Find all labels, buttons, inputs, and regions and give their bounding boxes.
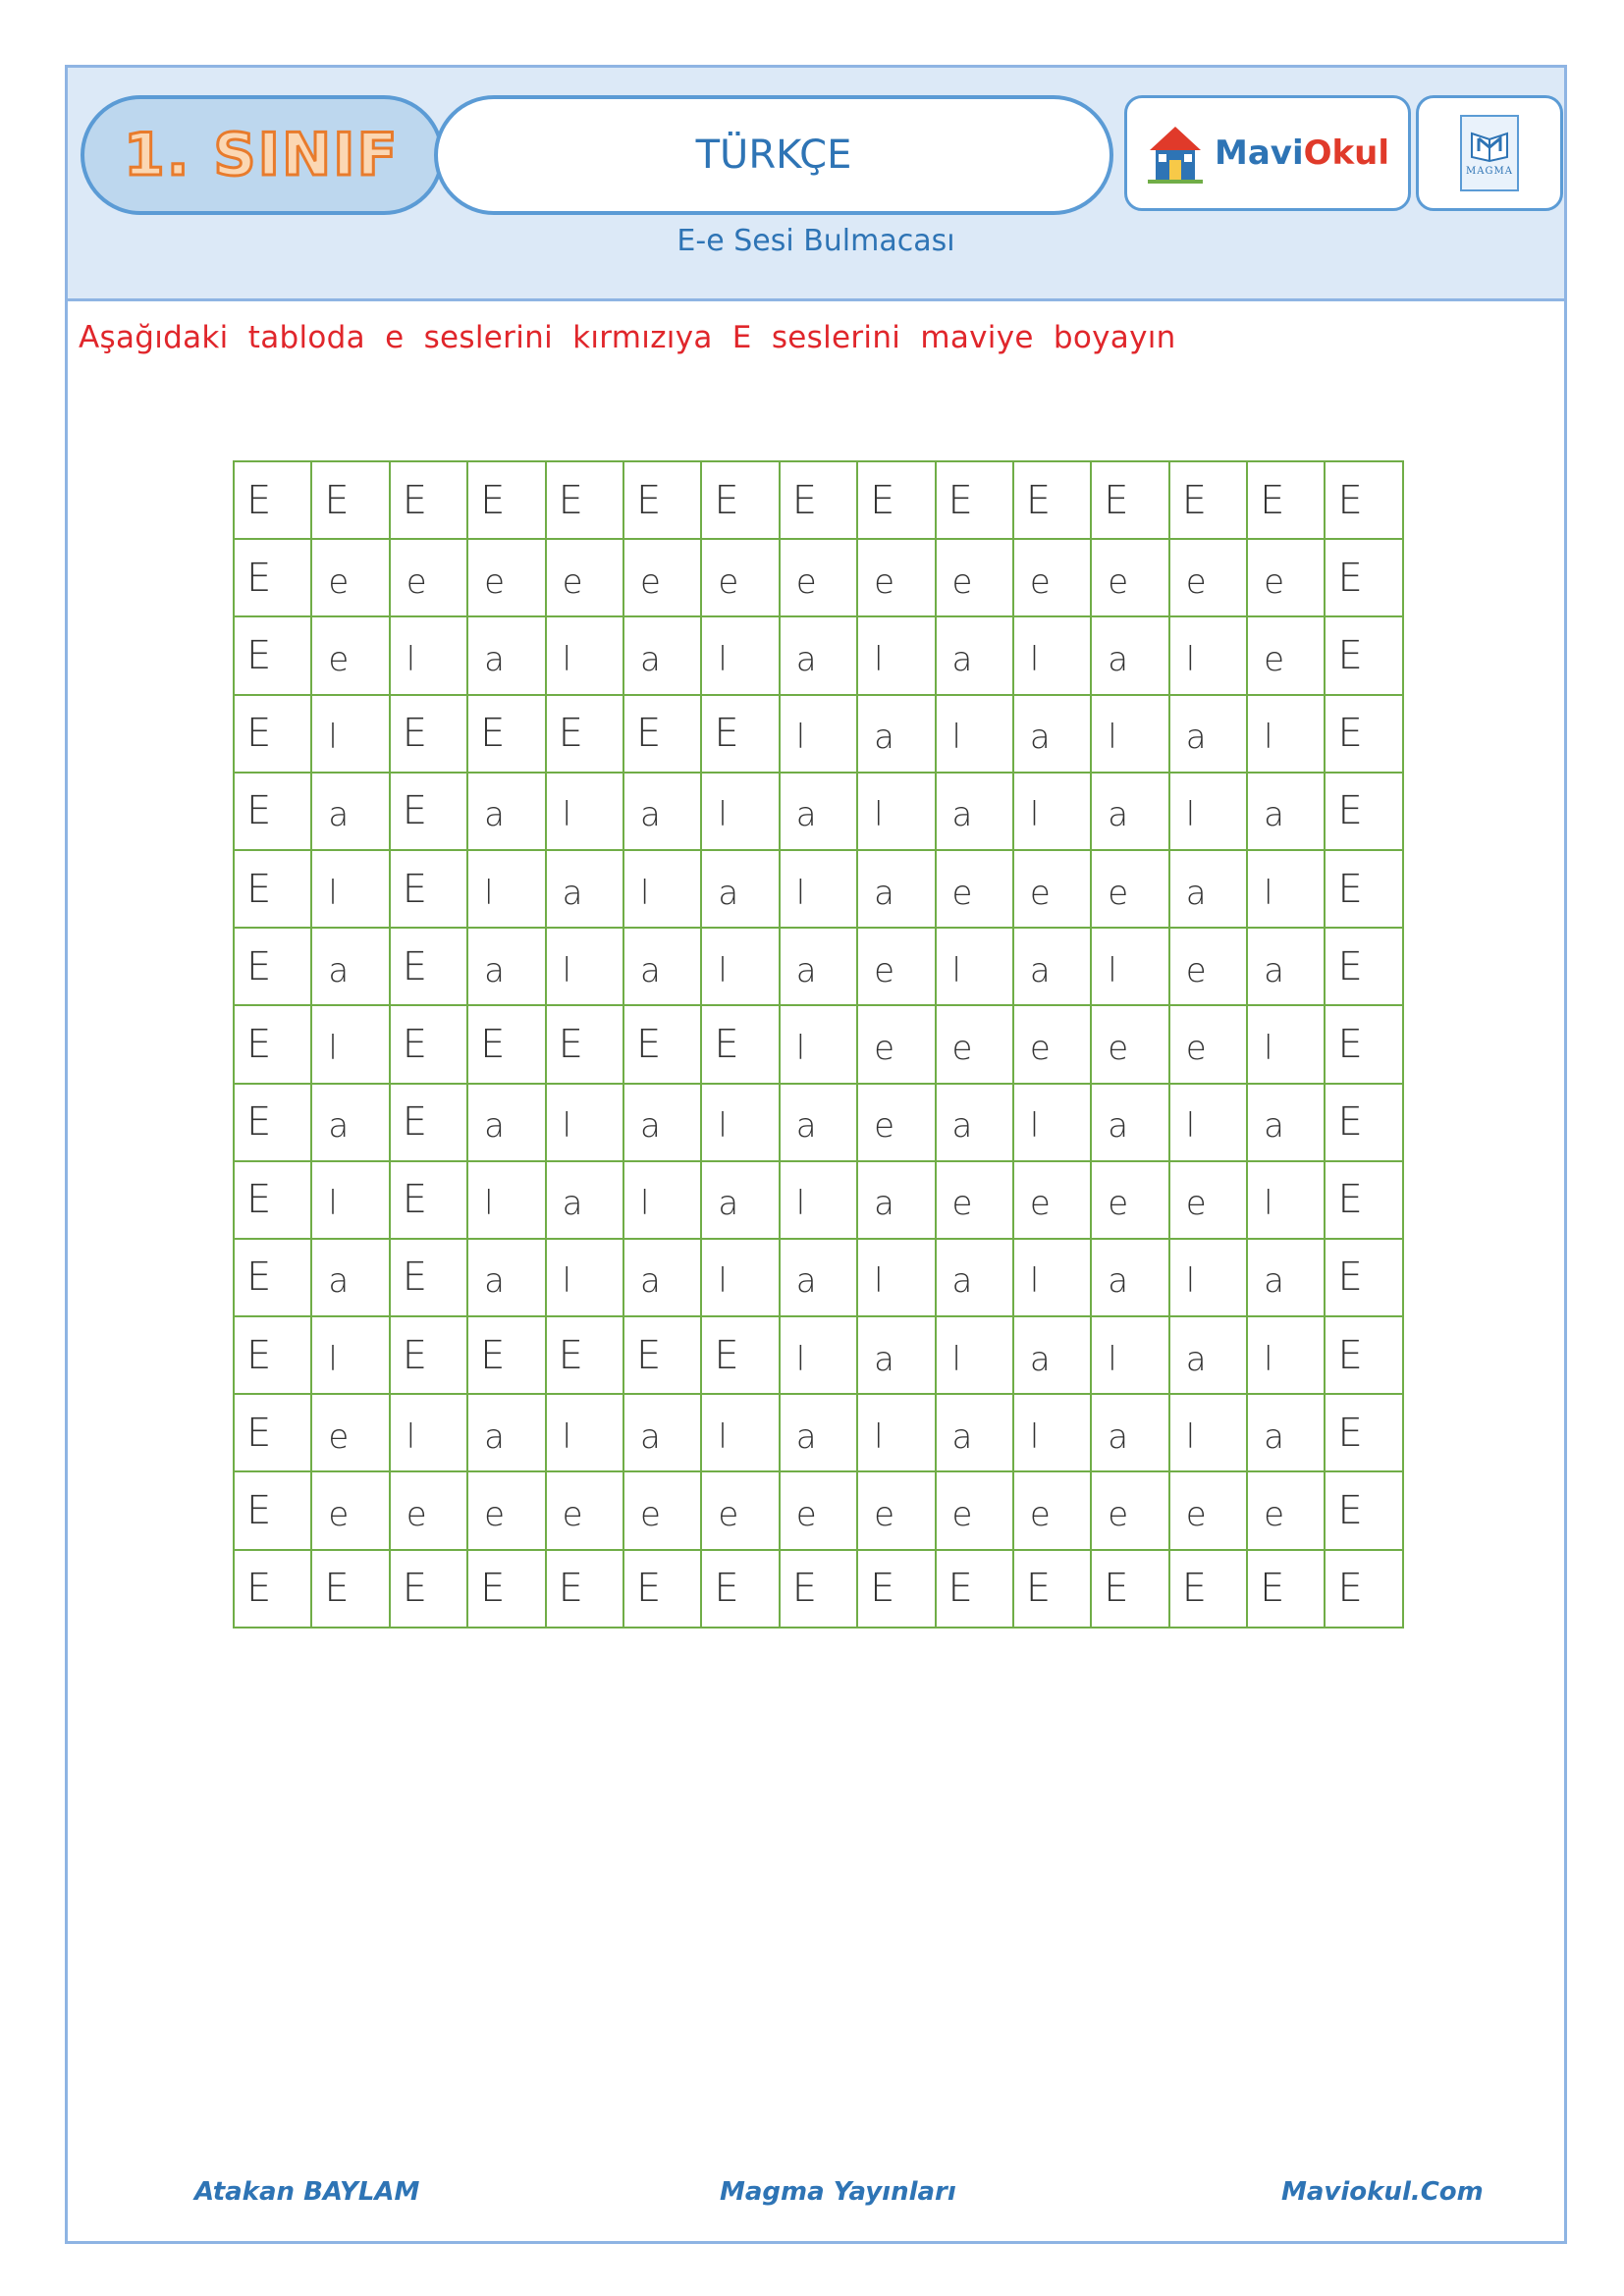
grid-cell[interactable]: a — [468, 1240, 546, 1317]
grid-cell[interactable]: E — [235, 851, 312, 929]
grid-cell[interactable]: a — [1092, 1240, 1169, 1317]
grid-cell[interactable]: E — [391, 462, 468, 540]
grid-cell[interactable]: a — [624, 617, 702, 695]
grid-cell[interactable]: e — [1014, 1472, 1092, 1550]
grid-cell[interactable]: E — [1170, 1551, 1248, 1629]
magma-brand-box — [1416, 95, 1563, 211]
grid-cell[interactable]: E — [858, 462, 936, 540]
grid-cell[interactable]: e — [1170, 929, 1248, 1006]
grid-cell[interactable]: l — [1014, 1240, 1092, 1317]
grid-cell[interactable]: E — [235, 540, 312, 617]
grid-cell[interactable]: l — [702, 774, 780, 851]
grid-cell[interactable]: a — [1248, 774, 1326, 851]
grid-cell[interactable]: a — [624, 1395, 702, 1472]
grid-cell[interactable]: l — [468, 1162, 546, 1240]
grid-cell[interactable]: a — [312, 1240, 390, 1317]
grid-cell[interactable]: E — [391, 1006, 468, 1084]
grid-cell[interactable]: E — [1326, 1551, 1403, 1629]
grid-cell[interactable]: E — [1092, 1551, 1169, 1629]
grid-cell[interactable]: l — [1014, 774, 1092, 851]
subject-title: TÜRKÇE — [695, 133, 852, 178]
grid-cell[interactable]: a — [547, 1162, 624, 1240]
grid-cell[interactable]: e — [858, 540, 936, 617]
grid-cell[interactable]: E — [235, 696, 312, 774]
grid-cell[interactable]: l — [1014, 1395, 1092, 1472]
grid-cell[interactable]: e — [547, 540, 624, 617]
grid-cell[interactable]: E — [1326, 1085, 1403, 1162]
grid-cell[interactable]: E — [468, 462, 546, 540]
grid-cell[interactable]: l — [1248, 851, 1326, 929]
grid-cell[interactable]: l — [858, 617, 936, 695]
grid-cell[interactable]: E — [1326, 540, 1403, 617]
grid-cell[interactable]: l — [1170, 1240, 1248, 1317]
grid-cell[interactable]: E — [624, 462, 702, 540]
grid-cell[interactable]: a — [781, 617, 858, 695]
grid-cell[interactable]: l — [781, 696, 858, 774]
grid-cell[interactable]: l — [312, 1162, 390, 1240]
grid-cell[interactable]: E — [235, 1162, 312, 1240]
logo-text-mavi: Mavi — [1215, 133, 1304, 173]
grid-cell[interactable]: E — [1326, 1472, 1403, 1550]
grid-cell[interactable]: a — [624, 774, 702, 851]
grid-cell[interactable]: l — [1170, 617, 1248, 695]
grid-cell[interactable]: a — [858, 1162, 936, 1240]
grid-cell[interactable]: E — [624, 1317, 702, 1395]
grid-cell[interactable]: E — [391, 774, 468, 851]
grid-cell[interactable]: e — [1014, 1162, 1092, 1240]
grid-cell[interactable]: l — [547, 774, 624, 851]
grid-cell[interactable]: a — [468, 1395, 546, 1472]
footer-author: Atakan BAYLAM — [194, 2177, 420, 2207]
grid-cell[interactable]: E — [235, 774, 312, 851]
grid-cell[interactable]: E — [1326, 1240, 1403, 1317]
grid-cell[interactable]: e — [624, 540, 702, 617]
grid-cell[interactable]: a — [1092, 617, 1169, 695]
letter-grid — [233, 460, 1404, 1629]
grid-cell[interactable]: E — [1326, 1317, 1403, 1395]
grid-cell[interactable]: e — [1014, 851, 1092, 929]
grid-cell[interactable]: a — [937, 774, 1014, 851]
grid-cell[interactable]: E — [1092, 462, 1169, 540]
grid-cell[interactable]: a — [702, 1162, 780, 1240]
grid-cell[interactable]: e — [937, 851, 1014, 929]
grid-cell[interactable]: E — [702, 1551, 780, 1629]
grid-cell[interactable]: a — [312, 1085, 390, 1162]
grid-cell[interactable]: E — [1326, 462, 1403, 540]
grid-cell[interactable]: a — [1248, 929, 1326, 1006]
footer-publisher: Magma Yayınları — [720, 2177, 956, 2207]
grid-cell[interactable]: E — [391, 696, 468, 774]
book-icon — [1469, 130, 1510, 163]
grid-cell[interactable]: E — [624, 1551, 702, 1629]
grid-cell[interactable]: l — [1092, 696, 1169, 774]
grid-cell[interactable]: a — [781, 1085, 858, 1162]
maviokul-logo — [1124, 95, 1411, 211]
grid-cell[interactable]: l — [781, 1006, 858, 1084]
grid-cell[interactable]: l — [547, 617, 624, 695]
grid-cell[interactable]: E — [702, 696, 780, 774]
grid-cell[interactable]: a — [858, 851, 936, 929]
grid-cell[interactable]: a — [937, 1085, 1014, 1162]
grid-cell[interactable]: e — [1092, 1472, 1169, 1550]
grid-cell[interactable]: a — [781, 1395, 858, 1472]
grid-cell[interactable]: E — [624, 696, 702, 774]
grid-cell[interactable]: E — [547, 462, 624, 540]
grid-cell[interactable]: l — [1248, 1162, 1326, 1240]
grid-cell[interactable]: E — [1326, 696, 1403, 774]
grid-cell[interactable]: e — [1092, 851, 1169, 929]
grid-cell[interactable]: a — [312, 929, 390, 1006]
grid-cell[interactable]: e — [312, 540, 390, 617]
grid-cell[interactable]: a — [858, 1317, 936, 1395]
grid-cell[interactable]: a — [858, 696, 936, 774]
grid-cell[interactable]: e — [858, 1085, 936, 1162]
grid-cell[interactable]: a — [468, 929, 546, 1006]
grid-cell[interactable]: a — [624, 1085, 702, 1162]
grid-cell[interactable]: a — [937, 617, 1014, 695]
grid-cell[interactable]: l — [547, 1395, 624, 1472]
grid-cell[interactable]: a — [312, 774, 390, 851]
grid-cell[interactable]: l — [781, 851, 858, 929]
grid-cell[interactable]: e — [1248, 617, 1326, 695]
grid-cell[interactable]: a — [1170, 696, 1248, 774]
grid-cell[interactable]: E — [937, 1551, 1014, 1629]
grid-cell[interactable]: E — [235, 1085, 312, 1162]
grid-cell[interactable]: E — [235, 1551, 312, 1629]
grid-cell[interactable]: E — [391, 1085, 468, 1162]
grid-cell[interactable]: E — [547, 696, 624, 774]
grid-cell[interactable]: e — [312, 617, 390, 695]
grid-cell[interactable]: E — [468, 1006, 546, 1084]
grid-cell[interactable]: E — [624, 1006, 702, 1084]
grid-cell[interactable]: E — [1326, 774, 1403, 851]
grid-cell[interactable]: a — [1170, 1317, 1248, 1395]
grid-cell[interactable]: E — [391, 1551, 468, 1629]
grid-cell[interactable]: E — [235, 1240, 312, 1317]
grid-cell[interactable]: l — [391, 1395, 468, 1472]
grid-cell[interactable]: E — [1248, 462, 1326, 540]
grid-cell[interactable]: e — [1170, 540, 1248, 617]
grid-cell[interactable]: e — [1092, 1162, 1169, 1240]
grid-cell[interactable]: E — [781, 1551, 858, 1629]
grid-cell[interactable]: a — [1092, 1085, 1169, 1162]
grid-cell[interactable]: l — [781, 1162, 858, 1240]
grid-cell[interactable]: l — [391, 617, 468, 695]
grid-cell[interactable]: e — [858, 929, 936, 1006]
grid-cell[interactable]: E — [235, 1317, 312, 1395]
grid-cell[interactable]: E — [1326, 1162, 1403, 1240]
grid-cell[interactable]: a — [1014, 1317, 1092, 1395]
grid-cell[interactable]: a — [1248, 1240, 1326, 1317]
instruction-text: Aşağıdaki tabloda e seslerini kırmızıya E seslerini maviye boyayın — [79, 320, 1176, 355]
grid-cell[interactable]: e — [547, 1472, 624, 1550]
grid-cell[interactable]: e — [702, 1472, 780, 1550]
grid-cell[interactable]: a — [781, 1240, 858, 1317]
grid-cell[interactable]: l — [1014, 1085, 1092, 1162]
grid-cell[interactable]: l — [312, 851, 390, 929]
grid-cell[interactable]: e — [858, 1472, 936, 1550]
grid-cell[interactable]: e — [391, 540, 468, 617]
grid-cell[interactable]: l — [858, 1395, 936, 1472]
grid-cell[interactable]: E — [235, 462, 312, 540]
grid-cell[interactable]: a — [937, 1240, 1014, 1317]
grid-cell[interactable]: e — [468, 540, 546, 617]
grid-cell[interactable]: E — [702, 462, 780, 540]
grid-cell[interactable]: e — [1092, 540, 1169, 617]
grid-cell[interactable]: e — [781, 540, 858, 617]
grid-cell[interactable]: e — [391, 1472, 468, 1550]
grid-cell[interactable]: E — [391, 929, 468, 1006]
grid-cell[interactable]: a — [468, 774, 546, 851]
grid-cell[interactable]: a — [702, 851, 780, 929]
logo-text-okul: Okul — [1303, 133, 1389, 173]
grid-cell[interactable]: l — [937, 929, 1014, 1006]
grid-cell[interactable]: e — [937, 1472, 1014, 1550]
grid-cell[interactable]: E — [1170, 462, 1248, 540]
grid-cell[interactable]: E — [235, 617, 312, 695]
grid-cell[interactable]: l — [1170, 774, 1248, 851]
grid-cell[interactable]: E — [1014, 462, 1092, 540]
grid-cell[interactable]: e — [937, 1006, 1014, 1084]
grid-cell[interactable]: a — [781, 774, 858, 851]
grid-cell[interactable]: e — [781, 1472, 858, 1550]
grid-cell[interactable]: e — [1170, 1162, 1248, 1240]
grid-cell[interactable]: l — [702, 929, 780, 1006]
grid-cell[interactable]: a — [468, 1085, 546, 1162]
grid-cell[interactable]: l — [624, 1162, 702, 1240]
grid-cell[interactable]: E — [547, 1551, 624, 1629]
grid-cell[interactable]: E — [1326, 1006, 1403, 1084]
grid-cell[interactable]: E — [547, 1006, 624, 1084]
grid-cell[interactable]: a — [1248, 1085, 1326, 1162]
grid-cell[interactable]: a — [1014, 696, 1092, 774]
grid-cell[interactable]: e — [1014, 540, 1092, 617]
grid-cell[interactable]: l — [858, 1240, 936, 1317]
grid-cell[interactable]: l — [1092, 929, 1169, 1006]
grid-cell[interactable]: E — [391, 1317, 468, 1395]
grid-cell[interactable]: e — [468, 1472, 546, 1550]
grid-cell[interactable]: l — [547, 1085, 624, 1162]
grid-cell[interactable]: l — [1170, 1085, 1248, 1162]
grid-cell[interactable]: E — [1326, 617, 1403, 695]
grid-cell[interactable]: E — [468, 1551, 546, 1629]
grid-cell[interactable]: E — [235, 929, 312, 1006]
grid-cell[interactable]: e — [624, 1472, 702, 1550]
grid-cell[interactable]: E — [781, 462, 858, 540]
grid-cell[interactable]: a — [1092, 1395, 1169, 1472]
grid-cell[interactable]: l — [1248, 1317, 1326, 1395]
grid-cell[interactable]: a — [781, 929, 858, 1006]
grid-cell[interactable]: a — [468, 617, 546, 695]
grid-cell[interactable]: E — [1326, 851, 1403, 929]
grid-cell[interactable]: l — [1248, 696, 1326, 774]
grid-cell[interactable]: E — [1248, 1551, 1326, 1629]
grid-cell[interactable]: e — [1248, 1472, 1326, 1550]
grid-cell[interactable]: a — [1092, 774, 1169, 851]
grid-cell[interactable]: E — [391, 1162, 468, 1240]
grid-cell[interactable]: l — [858, 774, 936, 851]
house-icon — [1146, 121, 1205, 186]
grid-cell[interactable]: e — [937, 1162, 1014, 1240]
grid-cell[interactable]: E — [702, 1317, 780, 1395]
grid-cell[interactable]: E — [547, 1317, 624, 1395]
grid-cell[interactable]: l — [702, 1240, 780, 1317]
magma-brand-text: MAGMA — [1466, 166, 1513, 177]
grid-cell[interactable]: E — [312, 462, 390, 540]
grid-cell[interactable]: a — [1014, 929, 1092, 1006]
grid-cell[interactable]: a — [547, 851, 624, 929]
grid-cell[interactable]: e — [1170, 1472, 1248, 1550]
subject-banner — [434, 95, 1113, 215]
grid-cell[interactable]: E — [391, 1240, 468, 1317]
footer-website: Maviokul.Com — [1281, 2177, 1484, 2207]
grid-cell[interactable]: e — [702, 540, 780, 617]
grid-cell[interactable]: l — [547, 1240, 624, 1317]
grid-cell[interactable]: a — [624, 1240, 702, 1317]
grid-cell[interactable]: l — [624, 851, 702, 929]
grid-cell[interactable]: l — [702, 1395, 780, 1472]
worksheet-title: E-e Sesi Bulmacası — [677, 224, 955, 258]
grade-badge — [81, 95, 444, 215]
grid-cell[interactable]: e — [858, 1006, 936, 1084]
grid-cell[interactable]: e — [1092, 1006, 1169, 1084]
grid-cell[interactable]: E — [1014, 1551, 1092, 1629]
grid-cell[interactable]: l — [468, 851, 546, 929]
grid-cell[interactable]: l — [781, 1317, 858, 1395]
grid-cell[interactable]: E — [235, 1006, 312, 1084]
grid-cell[interactable]: E — [468, 1317, 546, 1395]
grid-cell[interactable]: a — [1248, 1395, 1326, 1472]
grid-cell[interactable]: E — [235, 1395, 312, 1472]
grid-cell[interactable]: E — [312, 1551, 390, 1629]
grid-cell[interactable]: e — [937, 540, 1014, 617]
grid-cell[interactable]: e — [1014, 1006, 1092, 1084]
grid-cell[interactable]: l — [1248, 1006, 1326, 1084]
grid-cell[interactable]: E — [468, 696, 546, 774]
grid-cell[interactable]: E — [702, 1006, 780, 1084]
grid-cell[interactable]: E — [858, 1551, 936, 1629]
grid-cell[interactable]: l — [1170, 1395, 1248, 1472]
grid-cell[interactable]: l — [1014, 617, 1092, 695]
grid-cell[interactable]: E — [1326, 1395, 1403, 1472]
grid-cell[interactable]: l — [702, 1085, 780, 1162]
grid-cell[interactable]: E — [391, 851, 468, 929]
grid-cell[interactable]: l — [312, 696, 390, 774]
grid-cell[interactable]: e — [1170, 1006, 1248, 1084]
grid-cell[interactable]: E — [937, 462, 1014, 540]
grid-cell[interactable]: e — [1248, 540, 1326, 617]
grid-cell[interactable]: l — [312, 1317, 390, 1395]
grid-cell[interactable]: l — [937, 696, 1014, 774]
grid-cell[interactable]: l — [937, 1317, 1014, 1395]
grid-cell[interactable]: l — [547, 929, 624, 1006]
grid-cell[interactable]: e — [312, 1395, 390, 1472]
grid-cell[interactable]: E — [235, 1472, 312, 1550]
grid-cell[interactable]: l — [312, 1006, 390, 1084]
grid-cell[interactable]: a — [624, 929, 702, 1006]
grid-cell[interactable]: l — [702, 617, 780, 695]
grid-cell[interactable]: e — [312, 1472, 390, 1550]
grid-cell[interactable]: a — [1170, 851, 1248, 929]
magma-logo — [1460, 115, 1519, 191]
grid-cell[interactable]: E — [1326, 929, 1403, 1006]
grid-cell[interactable]: l — [1092, 1317, 1169, 1395]
grid-cell[interactable]: a — [937, 1395, 1014, 1472]
grade-label: 1. SINIF — [124, 121, 400, 189]
